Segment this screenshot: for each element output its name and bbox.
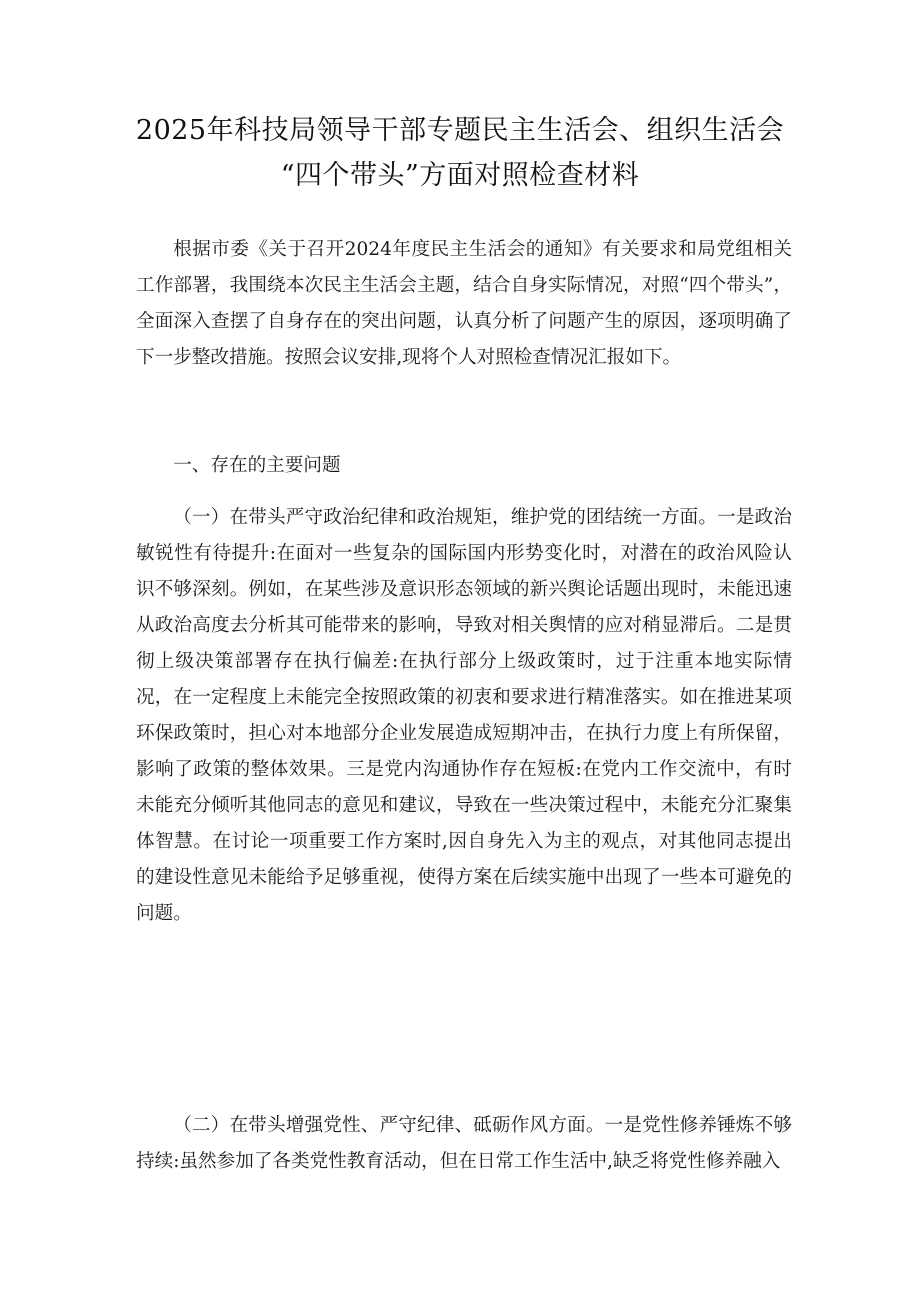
intro-paragraph: 根据市委《关于召开2024年度民主生活会的通知》有关要求和局党组相关工作部署，我围绕本次民主生活会主题，结合自身实际情况，对照“四个带头”，全面深入查摆了自身存在的突出问题，认真分析了问题产生的原因，逐项明确了下一步整改措施。按照会议安排,现将个人对照检查情况汇报如下。 [136,239,792,368]
paragraph-2: （二）在带头增强党性、严守纪律、砥砺作风方面。一是党性修养锤炼不够持续:虽然参加了各类党性教育活动，但在日常工作生活中,缺乏将党性修养融入 [136,1115,792,1172]
paragraph-1: （一）在带头严守政治纪律和政治规矩，维护党的团结统一方面。一是政治敏锐性有待提升:在面对一些复杂的国际国内形势变化时，对潜在的政治风险认识不够深刻。例如，在某些涉及意识形态领域的新兴舆论话题出现时，未能迅速从政治高度去分析其可能带来的影响，导致对相关舆情的应对稍显滞后。二是贯彻上级决策部署存在执行偏差:在执行部分上级政策时，过于注重本地实际情况，在一定程度上未能完全按照政策的初衷和要求进行精准落实。如在推进某项环保政策时，担心对本地部分企业发展造成短期冲击，在执行力度上有所保留，影响了政策的整体效果。三是党内沟通协作存在短板:在党内工作交流中，有时未能充分倾听其他同志的意见和建议，导致在一些决策过程中，未能充分汇聚集体智慧。在讨论一项重要工作方案时,因自身先入为主的观点，对其他同志提出的建设性意见未能给予足够重视，使得方案在后续实施中出现了一些本可避免的问题。 [136,507,792,924]
paragraph-1-block [136,500,792,932]
title-line-2: “四个带头”方面对照检查材料 [280,160,640,191]
paragraph-2-block [136,1108,792,1180]
section-heading-block [136,448,792,484]
title-line-1: 2025年科技局领导干部专题民主生活会、组织生活会 [135,115,785,146]
intro-paragraph-block [136,232,792,376]
document-title [0,108,920,198]
section-heading: 一、存在的主要问题 [173,455,341,476]
